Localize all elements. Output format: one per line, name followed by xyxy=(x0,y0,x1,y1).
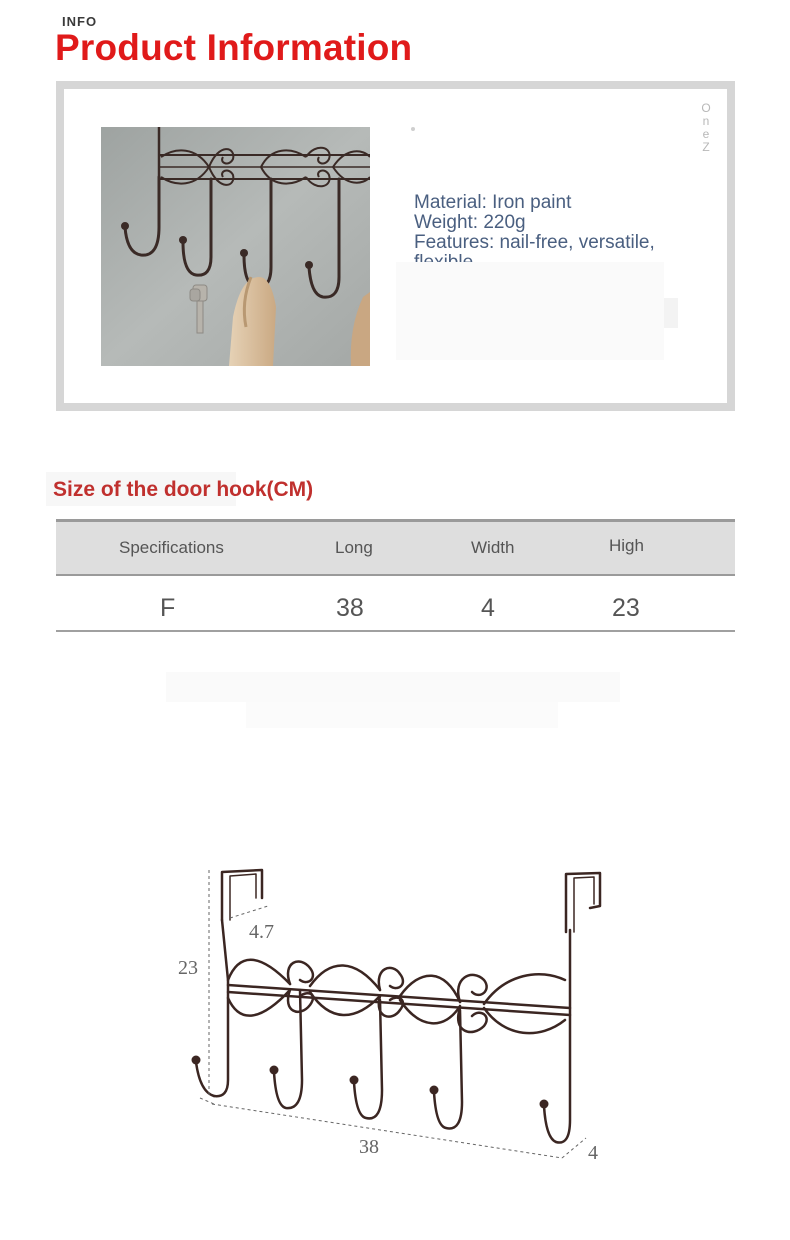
table-cell-width: 4 xyxy=(481,594,495,622)
brand-letter: e xyxy=(702,127,710,141)
product-photo xyxy=(101,127,370,366)
size-heading: Size of the door hook(CM) xyxy=(53,478,314,501)
brand-letter: O xyxy=(701,101,711,115)
brand-letter: Z xyxy=(702,140,710,154)
table-cell-specification: F xyxy=(160,594,176,622)
faint-block xyxy=(246,702,558,728)
depth-top-dimension-label: 4.7 xyxy=(249,921,274,943)
material-line: Material: Iron paint xyxy=(414,192,572,213)
decorative-dot xyxy=(411,127,415,131)
features-line: Features: nail-free, versatile, xyxy=(414,232,655,253)
height-dimension-label: 23 xyxy=(178,957,198,979)
table-bottom-rule xyxy=(56,630,735,632)
table-cell-high: 23 xyxy=(612,594,640,622)
faint-block xyxy=(664,298,678,328)
brand-letter: n xyxy=(702,114,710,128)
product-specs xyxy=(414,193,684,273)
page-title: Product Information xyxy=(55,27,413,68)
size-table xyxy=(56,519,735,634)
column-header-long: Long xyxy=(335,538,373,557)
column-header-specifications: Specifications xyxy=(119,538,224,557)
depth-dimension-label: 4 xyxy=(588,1142,598,1164)
weight-line: Weight: 220g xyxy=(414,212,526,233)
faint-block xyxy=(166,672,620,702)
dimension-diagram xyxy=(0,840,790,1180)
column-header-high: High xyxy=(609,536,644,555)
length-dimension-label: 38 xyxy=(359,1136,379,1158)
brand-watermark xyxy=(700,102,712,154)
info-tag: INFO xyxy=(62,14,98,29)
faint-block xyxy=(396,262,664,360)
table-cell-long: 38 xyxy=(336,594,364,622)
column-header-width: Width xyxy=(471,538,515,557)
